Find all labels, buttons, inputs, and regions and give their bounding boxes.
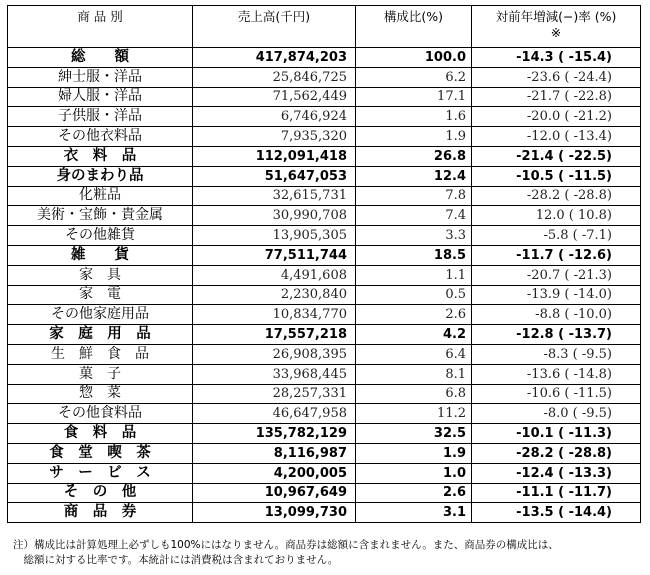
category-cell: 総 額 [8, 48, 193, 68]
category-cell: その他食料品 [8, 404, 193, 424]
yoy-cell: -11.1 ( -11.7) [472, 483, 641, 503]
yoy-cell: -12.8 ( -13.7) [472, 325, 641, 345]
table-row [8, 206, 641, 226]
sales-cell: 32,615,731 [193, 186, 356, 206]
category-cell: 家 庭 用 品 [8, 325, 193, 345]
category-cell: 家 具 [8, 265, 193, 285]
ratio-cell: 6.2 [356, 67, 472, 87]
ratio-cell: 6.8 [356, 384, 472, 404]
ratio-cell: 7.4 [356, 206, 472, 226]
ratio-cell: 3.3 [356, 226, 472, 246]
category-cell: 家 電 [8, 285, 193, 305]
category-cell: 生 鮮 食 品 [8, 344, 193, 364]
ratio-cell: 7.8 [356, 186, 472, 206]
ratio-cell: 6.4 [356, 344, 472, 364]
table-row [8, 186, 641, 206]
category-cell: 商 品 券 [8, 503, 193, 523]
yoy-cell: -8.0 ( -9.5) [472, 404, 641, 424]
table-row [8, 127, 641, 147]
yoy-cell: -21.7 ( -22.8) [472, 87, 641, 107]
sales-cell: 17,557,218 [193, 325, 356, 345]
yoy-cell: -21.4 ( -22.5) [472, 146, 641, 166]
sales-cell: 51,647,053 [193, 166, 356, 186]
yoy-cell: -8.8 ( -10.0) [472, 305, 641, 325]
yoy-cell: -13.5 ( -14.4) [472, 503, 641, 523]
sales-cell: 26,908,395 [193, 344, 356, 364]
table-row [8, 344, 641, 364]
yoy-cell: -28.2 ( -28.8) [472, 186, 641, 206]
ratio-cell: 1.0 [356, 463, 472, 483]
table-row [8, 503, 641, 523]
ratio-cell: 18.5 [356, 245, 472, 265]
ratio-cell: 32.5 [356, 424, 472, 444]
category-cell: 紳士服・洋品 [8, 67, 193, 87]
table-row [8, 424, 641, 444]
table-row [8, 107, 641, 127]
category-cell: 雑 貨 [8, 245, 193, 265]
header-sales: 売上高(千円) [193, 6, 356, 48]
table-row [8, 146, 641, 166]
yoy-cell: -20.7 ( -21.3) [472, 265, 641, 285]
yoy-cell: -28.2 ( -28.8) [472, 443, 641, 463]
yoy-cell: 12.0 ( 10.8) [472, 206, 641, 226]
yoy-cell: -10.5 ( -11.5) [472, 166, 641, 186]
ratio-cell: 8.1 [356, 364, 472, 384]
ratio-cell: 1.6 [356, 107, 472, 127]
sales-cell: 77,511,744 [193, 245, 356, 265]
category-cell: 惣 菜 [8, 384, 193, 404]
footnote-line2: 総額に対する比率です。本統計には消費税は含まれておりません。 [13, 554, 339, 566]
ratio-cell: 12.4 [356, 166, 472, 186]
category-cell: 身のまわり品 [8, 166, 193, 186]
ratio-cell: 1.1 [356, 265, 472, 285]
ratio-cell: 17.1 [356, 87, 472, 107]
ratio-cell: 2.6 [356, 305, 472, 325]
table-row [8, 483, 641, 503]
ratio-cell: 1.9 [356, 443, 472, 463]
table-row [8, 463, 641, 483]
category-cell: その他衣料品 [8, 127, 193, 147]
header-yoy [472, 6, 641, 48]
yoy-cell: -13.9 ( -14.0) [472, 285, 641, 305]
sales-cell: 30,990,708 [193, 206, 356, 226]
table-row [8, 305, 641, 325]
category-cell: 美術・宝飾・貴金属 [8, 206, 193, 226]
sales-cell: 46,647,958 [193, 404, 356, 424]
sales-cell: 28,257,331 [193, 384, 356, 404]
ratio-cell: 100.0 [356, 48, 472, 68]
sales-cell: 10,834,770 [193, 305, 356, 325]
yoy-cell: -5.8 ( -7.1) [472, 226, 641, 246]
yoy-cell: -11.7 ( -12.6) [472, 245, 641, 265]
sales-cell: 33,968,445 [193, 364, 356, 384]
ratio-cell: 1.9 [356, 127, 472, 147]
sales-cell: 4,491,608 [193, 265, 356, 285]
sales-table [7, 5, 641, 523]
ratio-cell: 11.2 [356, 404, 472, 424]
sales-cell: 6,746,924 [193, 107, 356, 127]
ratio-cell: 0.5 [356, 285, 472, 305]
table-row [8, 404, 641, 424]
table-row [8, 67, 641, 87]
sales-cell: 71,562,449 [193, 87, 356, 107]
category-cell: サ ー ビ ス [8, 463, 193, 483]
table-row [8, 384, 641, 404]
table-row [8, 48, 641, 68]
yoy-cell: -20.0 ( -21.2) [472, 107, 641, 127]
sales-cell: 2,230,840 [193, 285, 356, 305]
category-cell: 食 料 品 [8, 424, 193, 444]
category-cell: その他雑貨 [8, 226, 193, 246]
ratio-cell: 26.8 [356, 146, 472, 166]
sales-cell: 4,200,005 [193, 463, 356, 483]
header-yoy-line1: 対前年増減(−)率 (%) [495, 9, 617, 24]
category-cell: 食 堂 喫 茶 [8, 443, 193, 463]
category-cell: 婦人服・洋品 [8, 87, 193, 107]
ratio-cell: 4.2 [356, 325, 472, 345]
yoy-cell: -13.6 ( -14.8) [472, 364, 641, 384]
header-ratio: 構成比(%) [356, 6, 472, 48]
table-row [8, 87, 641, 107]
category-cell: 菓 子 [8, 364, 193, 384]
ratio-cell: 2.6 [356, 483, 472, 503]
table-header-row [8, 6, 641, 48]
yoy-cell: -8.3 ( -9.5) [472, 344, 641, 364]
sales-cell: 112,091,418 [193, 146, 356, 166]
header-category: 商 品 別 [8, 6, 193, 48]
table-row [8, 325, 641, 345]
sales-cell: 13,905,305 [193, 226, 356, 246]
category-cell: その他家庭用品 [8, 305, 193, 325]
category-cell: 子供服・洋品 [8, 107, 193, 127]
sales-cell: 13,099,730 [193, 503, 356, 523]
table-row [8, 166, 641, 186]
yoy-cell: -10.6 ( -11.5) [472, 384, 641, 404]
category-cell: 化粧品 [8, 186, 193, 206]
table-body [8, 48, 641, 523]
table-row [8, 226, 641, 246]
sales-cell: 417,874,203 [193, 48, 356, 68]
table-row [8, 265, 641, 285]
category-cell: そ の 他 [8, 483, 193, 503]
header-yoy-line2: ※ [550, 25, 562, 40]
footnote [13, 538, 559, 568]
table-row [8, 364, 641, 384]
sales-cell: 8,116,987 [193, 443, 356, 463]
sales-cell: 7,935,320 [193, 127, 356, 147]
sales-cell: 10,967,649 [193, 483, 356, 503]
ratio-cell: 3.1 [356, 503, 472, 523]
category-cell: 衣 料 品 [8, 146, 193, 166]
yoy-cell: -12.4 ( -13.3) [472, 463, 641, 483]
table-row [8, 285, 641, 305]
footnote-line1: 注）構成比は計算処理上必ずしも100%にはなりません。商品券は総額に含まれません。また、商品券の構成比は、 [13, 539, 559, 551]
yoy-cell: -14.3 ( -15.4) [472, 48, 641, 68]
sales-cell: 25,846,725 [193, 67, 356, 87]
table-row [8, 245, 641, 265]
yoy-cell: -10.1 ( -11.3) [472, 424, 641, 444]
yoy-cell: -23.6 ( -24.4) [472, 67, 641, 87]
table-row [8, 443, 641, 463]
sales-cell: 135,782,129 [193, 424, 356, 444]
yoy-cell: -12.0 ( -13.4) [472, 127, 641, 147]
